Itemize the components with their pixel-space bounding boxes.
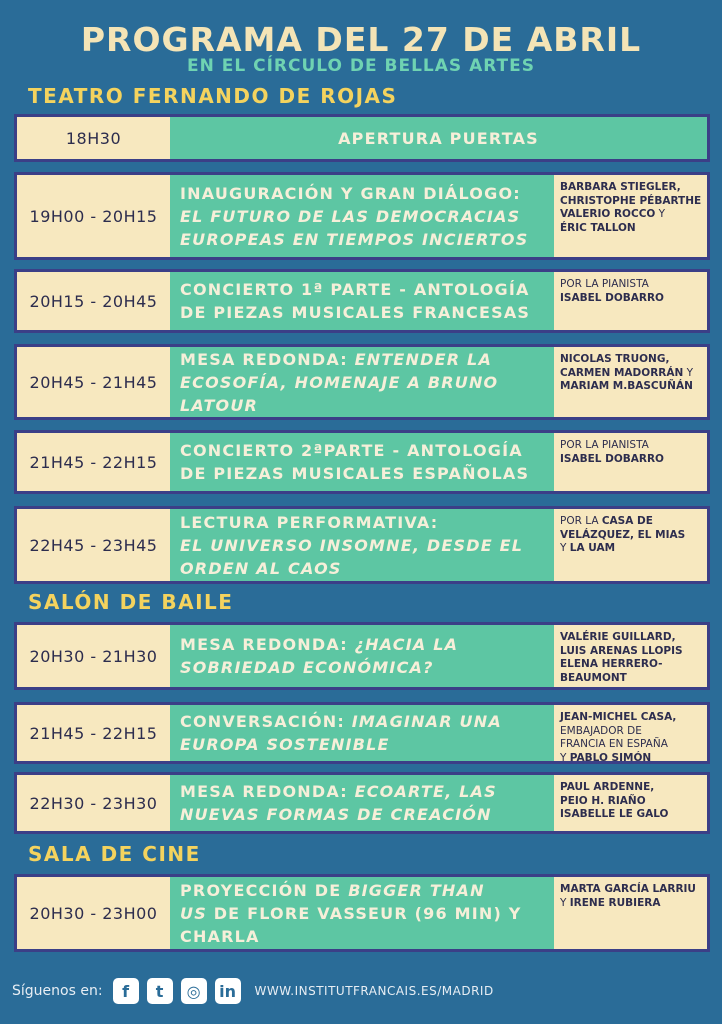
speaker-name: CASA DE bbox=[601, 515, 653, 527]
event-title-line bbox=[338, 127, 539, 150]
event-title-line bbox=[180, 394, 544, 417]
speaker-line bbox=[560, 380, 707, 394]
event-time: 18H30 bbox=[17, 117, 170, 159]
event-title bbox=[170, 705, 554, 761]
event-title bbox=[170, 117, 707, 159]
speaker-name: JEAN-MICHEL CASA, bbox=[560, 711, 677, 723]
speaker-line bbox=[560, 795, 707, 809]
event-speakers bbox=[554, 433, 707, 491]
speaker-line bbox=[560, 808, 707, 822]
event-title-line bbox=[180, 348, 544, 371]
emphasis-text: ECOSOFÍA, HOMENAJE A BRUNO bbox=[180, 372, 499, 392]
emphasis-text: US bbox=[180, 903, 207, 923]
event-speakers bbox=[554, 175, 707, 257]
speaker-line bbox=[560, 292, 707, 306]
speaker-line bbox=[560, 181, 707, 195]
speaker-line bbox=[560, 529, 707, 543]
follow-label: Síguenos en: bbox=[12, 983, 103, 999]
text-segment: INAUGURACIÓN Y GRAN DIÁLOGO: bbox=[180, 183, 521, 203]
event-title bbox=[170, 433, 554, 491]
event-title bbox=[170, 272, 554, 330]
speaker-name: VALERIO ROCCO bbox=[560, 208, 656, 220]
speaker-name: MARIAM M.BASCUÑÁN bbox=[560, 380, 693, 392]
speaker-name: ELENA HERRERO- bbox=[560, 658, 663, 670]
event-title bbox=[170, 775, 554, 831]
event-title-line bbox=[180, 780, 544, 803]
text-segment: Y bbox=[683, 366, 694, 379]
event-title-line bbox=[180, 925, 544, 948]
speaker-line bbox=[560, 353, 707, 367]
text-segment: DE PIEZAS MUSICALES FRANCESAS bbox=[180, 303, 531, 322]
instagram-icon[interactable]: ◎ bbox=[181, 978, 207, 1004]
emphasis-text: SOBRIEDAD ECONÓMICA? bbox=[180, 658, 434, 677]
emphasis-text: IMAGINAR UNA bbox=[351, 712, 502, 731]
speaker-line bbox=[560, 781, 707, 795]
page-title: PROGRAMA DEL 27 DE ABRIL bbox=[80, 20, 642, 59]
event-speakers bbox=[554, 509, 707, 581]
speaker-name: ISABELLE LE GALO bbox=[560, 808, 669, 820]
event-title-line bbox=[180, 656, 544, 679]
schedule-row bbox=[14, 874, 710, 952]
speaker-line bbox=[560, 658, 707, 672]
emphasis-text: BIGGER THAN bbox=[348, 880, 485, 900]
event-speakers bbox=[554, 877, 707, 949]
speaker-name: IRENE RUBIERA bbox=[569, 896, 661, 909]
text-segment: Y bbox=[655, 208, 666, 220]
text-segment: CONCIERTO 2ªPARTE - ANTOLOGÍA bbox=[180, 441, 523, 460]
event-title bbox=[170, 625, 554, 687]
text-segment: MESA REDONDA: bbox=[180, 349, 355, 369]
event-time: 20H45 - 21H45 bbox=[17, 347, 170, 417]
footer bbox=[12, 978, 494, 1004]
event-time: 21H45 - 22H15 bbox=[17, 433, 170, 491]
event-title bbox=[170, 175, 554, 257]
emphasis-text: LATOUR bbox=[180, 395, 259, 415]
event-time: 20H15 - 20H45 bbox=[17, 272, 170, 330]
speaker-line bbox=[560, 278, 707, 292]
emphasis-text: ¿HACIA LA bbox=[354, 635, 459, 654]
text-segment: Y bbox=[560, 896, 570, 909]
speaker-name: ISABEL DOBARRO bbox=[560, 291, 664, 304]
speaker-name: PAUL ARDENNE, bbox=[560, 781, 655, 793]
event-title bbox=[170, 877, 554, 949]
event-time: 22H30 - 23H30 bbox=[17, 775, 170, 831]
emphasis-text: EUROPEAS EN TIEMPOS INCIERTOS bbox=[180, 229, 529, 249]
emphasis-text: ECOARTE, LAS bbox=[354, 782, 497, 801]
event-speakers bbox=[554, 347, 707, 417]
schedule-row bbox=[14, 702, 710, 764]
schedule-row bbox=[14, 269, 710, 333]
speaker-line bbox=[560, 453, 707, 467]
venue-heading: TEATRO FERNANDO DE ROJAS bbox=[28, 84, 398, 108]
event-title-line bbox=[180, 733, 544, 756]
text-segment: LECTURA PERFORMATIVA: bbox=[180, 512, 439, 532]
speaker-name: ÉRIC TALLON bbox=[560, 221, 636, 234]
emphasis-text: NUEVAS FORMAS DE CREACIÓN bbox=[180, 805, 492, 824]
schedule-row bbox=[14, 114, 710, 162]
facebook-icon[interactable]: f bbox=[113, 978, 139, 1004]
speaker-name: CHRISTOPHE PÉBARTHE bbox=[560, 194, 702, 207]
speaker-line bbox=[560, 672, 707, 686]
schedule-row bbox=[14, 506, 710, 584]
event-title-line bbox=[180, 633, 544, 656]
speaker-line bbox=[560, 725, 707, 739]
event-title-line bbox=[180, 803, 544, 826]
speaker-name: CARMEN MADORRÁN bbox=[560, 366, 684, 379]
event-speakers bbox=[554, 705, 707, 764]
event-title-line bbox=[180, 534, 544, 557]
speaker-name: NICOLAS TRUONG, bbox=[560, 353, 670, 365]
event-title-line bbox=[180, 557, 544, 580]
linkedin-icon[interactable]: in bbox=[215, 978, 241, 1004]
speaker-line bbox=[560, 883, 707, 897]
schedule-row bbox=[14, 172, 710, 260]
event-speakers bbox=[554, 775, 707, 831]
speaker-line bbox=[560, 738, 707, 752]
speaker-line bbox=[560, 897, 707, 911]
text-segment: Y bbox=[560, 751, 570, 764]
text-segment: POR LA bbox=[560, 515, 602, 527]
speaker-line bbox=[560, 222, 707, 236]
event-time: 19H00 - 20H15 bbox=[17, 175, 170, 257]
event-speakers bbox=[554, 272, 707, 330]
event-title-line bbox=[180, 710, 544, 733]
emphasis-text: EL FUTURO DE LAS DEMOCRACIAS bbox=[180, 206, 521, 226]
event-title-line bbox=[180, 278, 544, 301]
text-segment: PROYECCIÓN DE bbox=[180, 880, 349, 900]
speaker-line bbox=[560, 645, 707, 659]
text-segment: MESA REDONDA: bbox=[180, 782, 355, 801]
text-segment: CHARLA bbox=[180, 926, 260, 946]
emphasis-text: ORDEN AL CAOS bbox=[180, 558, 342, 578]
event-time: 20H30 - 23H00 bbox=[17, 877, 170, 949]
speaker-name: LA UAM bbox=[569, 542, 616, 554]
speaker-line bbox=[560, 208, 707, 222]
event-time: 21H45 - 22H15 bbox=[17, 705, 170, 761]
event-title-line bbox=[180, 462, 544, 485]
event-title-line bbox=[180, 205, 544, 228]
event-title bbox=[170, 509, 554, 581]
venue-heading: SALA DE CINE bbox=[28, 842, 201, 866]
speaker-line bbox=[560, 439, 707, 453]
speaker-line bbox=[560, 542, 707, 556]
speaker-line bbox=[560, 195, 707, 209]
event-time: 22H45 - 23H45 bbox=[17, 509, 170, 581]
event-time: 20H30 - 21H30 bbox=[17, 625, 170, 687]
text-segment: DE FLORE VASSEUR (96 MIN) Y bbox=[206, 903, 522, 923]
schedule-row bbox=[14, 772, 710, 834]
speaker-name: ISABEL DOBARRO bbox=[560, 452, 664, 465]
venue-heading: SALÓN DE BAILE bbox=[28, 590, 234, 614]
event-title-line bbox=[180, 511, 544, 534]
speaker-name: MARTA GARCÍA LARRIU bbox=[560, 883, 696, 895]
text-segment: MESA REDONDA: bbox=[180, 635, 355, 654]
speaker-name: BARBARA STIEGLER, bbox=[560, 181, 681, 193]
social-icons bbox=[113, 978, 249, 1004]
speaker-name: PABLO SIMÓN bbox=[569, 751, 652, 764]
speaker-name: LUIS ARENAS LLOPIS bbox=[560, 644, 683, 657]
event-title-line bbox=[180, 371, 544, 394]
schedule-row bbox=[14, 344, 710, 420]
speaker-name: PEIO H. RIAÑO bbox=[560, 794, 646, 807]
event-title-line bbox=[180, 182, 544, 205]
speaker-name: BEAUMONT bbox=[560, 671, 627, 684]
text-segment: Y bbox=[560, 542, 570, 554]
speaker-name: VELÁZQUEZ, EL MIAS bbox=[560, 528, 686, 541]
text-segment: FRANCIA EN ESPAÑA bbox=[560, 738, 668, 750]
text-segment: POR LA PIANISTA bbox=[560, 439, 649, 451]
speaker-line bbox=[560, 367, 707, 381]
text-segment: CONCIERTO 1ª PARTE - ANTOLOGÍA bbox=[180, 280, 530, 299]
emphasis-text: EL UNIVERSO INSOMNE, DESDE EL bbox=[180, 535, 524, 555]
speaker-name: VALÉRIE GUILLARD, bbox=[560, 631, 676, 643]
emphasis-text: EUROPA SOSTENIBLE bbox=[180, 735, 390, 754]
speaker-line bbox=[560, 711, 707, 725]
text-segment: EMBAJADOR DE bbox=[560, 724, 642, 737]
event-title-line bbox=[180, 439, 544, 462]
page-subtitle: EN EL CÍRCULO DE BELLAS ARTES bbox=[186, 56, 536, 76]
schedule-row bbox=[14, 430, 710, 494]
text-segment: APERTURA PUERTAS bbox=[338, 128, 539, 148]
emphasis-text: ENTENDER LA bbox=[354, 349, 493, 369]
speaker-line bbox=[560, 631, 707, 645]
speaker-line bbox=[560, 752, 707, 766]
event-title-line bbox=[180, 879, 544, 902]
event-title-line bbox=[180, 902, 544, 925]
schedule-row bbox=[14, 622, 710, 690]
event-title-line bbox=[180, 228, 544, 251]
website-link[interactable]: WWW.INSTITUTFRANCAIS.ES/MADRID bbox=[254, 984, 494, 998]
event-speakers bbox=[554, 625, 707, 687]
speaker-line bbox=[560, 515, 707, 529]
event-title bbox=[170, 347, 554, 417]
text-segment: POR LA PIANISTA bbox=[560, 278, 649, 290]
text-segment: CONVERSACIÓN: bbox=[180, 712, 352, 731]
event-title-line bbox=[180, 301, 544, 324]
text-segment: DE PIEZAS MUSICALES ESPAÑOLAS bbox=[180, 464, 530, 483]
twitter-icon[interactable]: t bbox=[147, 978, 173, 1004]
